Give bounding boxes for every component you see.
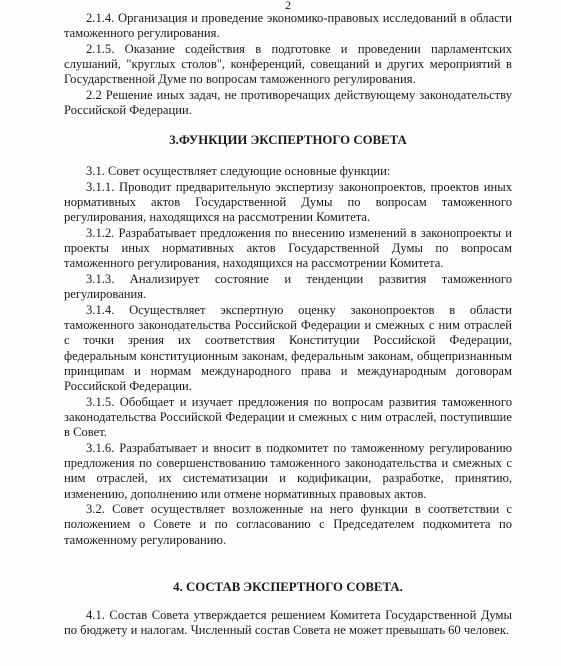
paragraph-3-2: 3.2. Совет осуществляет возложенные на него функции в соответствии с положением о Совете и по согласованию с Председателем подкомитета по таможенному регулированию. (64, 501, 512, 547)
paragraph-2-1-5: 2.1.5. Оказание содействия в подготовке и проведении парламентских слушаний, "круглых столов", конференций, совещаний и других мероприятий в Государственной Думе по вопросам таможенного регулирования. (64, 41, 512, 87)
section-3-heading: 3.ФУНКЦИИ ЭКСПЕРТНОГО СОВЕТА (169, 133, 407, 148)
paragraph-2-2: 2.2 Решение иных задач, не противоречащих действующему законодательству Российской Федерации. (64, 87, 512, 118)
paragraph-3-1-6: 3.1.6. Разрабатывает и вносит в подкомитет по таможенному регулированию предложения по совершенствованию таможенного законодательства и смежных с ним отраслей, их систематизации и кодификации, разработке, принятию, изменению, дополнению или отмене нормативных правовых актов. (64, 440, 512, 501)
paragraph-2-1-4: 2.1.4. Организация и проведение экономико-правовых исследований в области таможенного регулирования. (64, 11, 512, 41)
paragraph-3-1-4: 3.1.4. Осуществляет экспертную оценку законопроектов в области таможенного законодательства Российской Федерации и смежных с ним отраслей с точки зрения их соответствия Конституции Российской Федерации, федеральным конституционным законам, федеральным законам, общепризнанным принципам и нормам международного права и международным договорам Российской Федерации. (64, 302, 512, 394)
section-2-continuation (64, 11, 512, 118)
paragraph-3-1-1: 3.1.1. Проводит предварительную экспертизу законопроектов, проектов иных нормативных актов Государственной Думы по вопросам таможенного регулирования, находящихся на рассмотрении Комитета. (64, 179, 512, 225)
section-3 (64, 133, 512, 548)
paragraph-4-1: 4.1. Состав Совета утверждается решением Комитета Государственной Думы по бюджету и налогам. Численный состав Совета не может превышать 60 человек. (64, 608, 512, 638)
paragraph-3-1-2: 3.1.2. Разрабатывает предложения по внесению изменений в законопроекты и проекты иных нормативных актов Государственной Думы по вопросам таможенного регулирования, находящихся на рассмотрении Комитета. (64, 225, 512, 271)
section-4 (64, 580, 512, 639)
paragraph-3-1-5: 3.1.5. Обобщает и изучает предложения по вопросам развития таможенного законодательства Российской Федерации и смежных с ним отраслей, поступившие в Совет. (64, 394, 512, 440)
page-number: 2 (285, 0, 291, 12)
section-4-heading: 4. СОСТАВ ЭКСПЕРТНОГО СОВЕТА. (173, 580, 403, 594)
paragraph-3-1-3: 3.1.3. Анализирует состояние и тенденции развития таможенного регулирования. (64, 271, 512, 302)
paragraph-3-1: 3.1. Совет осуществляет следующие основные функции: (86, 164, 391, 179)
